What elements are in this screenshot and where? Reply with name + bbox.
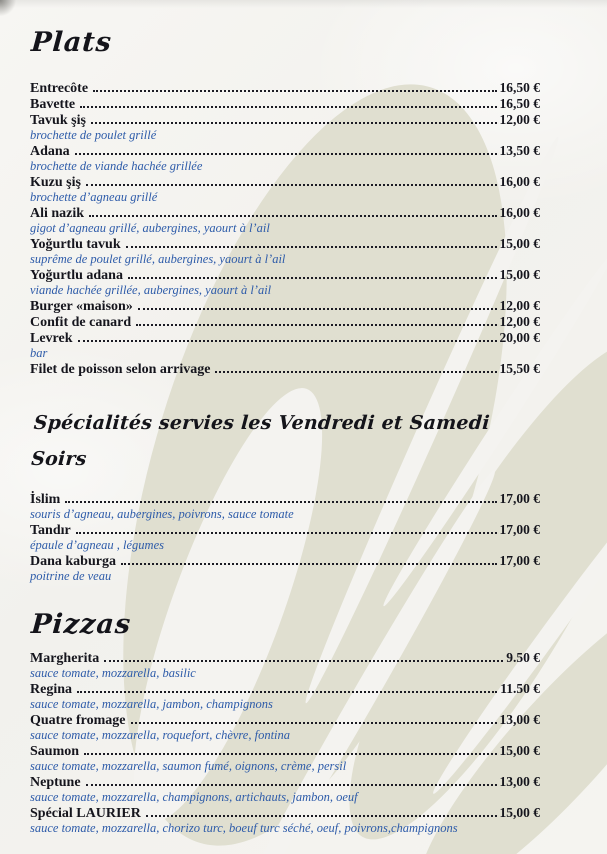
item-price: 11.50 €	[500, 681, 540, 696]
section-title-specialites: Spécialités servies les Vendredi et Samedi Soirs	[30, 412, 491, 470]
section-specialites-items	[30, 491, 540, 584]
menu-item	[30, 205, 540, 221]
item-name: Saumon	[30, 744, 80, 759]
item-description: souris d’agneau, aubergines, poivrons, sauce tomate	[30, 507, 294, 521]
item-description: bar	[30, 346, 48, 360]
dotted-leader	[126, 246, 497, 248]
item-price: 9.50 €	[506, 650, 540, 665]
dotted-leader	[84, 753, 496, 755]
item-price: 12,00 €	[499, 112, 540, 127]
item-name: Tavuk şiş	[30, 113, 86, 128]
item-price: 17,00 €	[499, 522, 540, 537]
item-price: 15,00 €	[499, 805, 540, 820]
item-description: sauce tomate, mozzarella, champignons, artichauts, jambon, oeuf	[30, 790, 358, 804]
item-name: Confit de canard	[30, 315, 132, 330]
menu-item	[30, 314, 540, 330]
section-title-pizzas: Pizzas	[30, 609, 133, 640]
item-price: 13,00 €	[499, 774, 540, 789]
menu-item	[30, 96, 540, 112]
item-description: brochette de viande hachée grillée	[30, 159, 203, 173]
section-plats-items	[30, 80, 540, 377]
item-name: Spécial LAURIER	[30, 806, 141, 821]
item-name: Burger «maison»	[30, 299, 133, 314]
menu-item	[30, 80, 540, 96]
dotted-leader	[146, 815, 497, 817]
item-price: 15,00 €	[499, 236, 540, 251]
menu-item	[30, 298, 540, 314]
item-name: Filet de poisson selon arrivage	[30, 362, 211, 377]
item-price: 13,00 €	[499, 712, 540, 727]
menu-item	[30, 522, 540, 538]
dotted-leader	[136, 324, 496, 326]
item-description: suprême de poulet grillé, aubergines, yaourt à l’ail	[30, 252, 286, 266]
item-name: Regina	[30, 682, 72, 697]
menu-item	[30, 774, 540, 790]
item-price: 12,00 €	[499, 314, 540, 329]
item-description: sauce tomate, mozzarella, jambon, champignons	[30, 697, 273, 711]
item-price: 13,50 €	[499, 143, 540, 158]
item-price: 16,50 €	[499, 80, 540, 95]
dotted-leader	[75, 153, 497, 155]
menu-item	[30, 712, 540, 728]
dotted-leader	[93, 90, 496, 92]
item-name: Levrek	[30, 331, 73, 346]
dotted-leader	[131, 722, 497, 724]
item-name: Ali nazik	[30, 206, 85, 221]
dotted-leader	[121, 563, 497, 565]
item-description: viande hachée grillée, aubergines, yaourt à l’ail	[30, 283, 272, 297]
dotted-leader	[91, 122, 497, 124]
item-description: sauce tomate, mozzarella, basilic	[30, 666, 196, 680]
item-description: sauce tomate, mozzarella, roquefort, chèvre, fontina	[30, 728, 291, 742]
menu-item	[30, 174, 540, 190]
item-price: 20,00 €	[499, 330, 540, 345]
menu-item	[30, 236, 540, 252]
dotted-leader	[138, 308, 497, 310]
item-price: 15,00 €	[499, 743, 540, 758]
dotted-leader	[86, 784, 497, 786]
dotted-leader	[89, 215, 496, 217]
menu-item	[30, 681, 540, 697]
dotted-leader	[76, 532, 497, 534]
item-description: brochette de poulet grillé	[30, 128, 157, 142]
item-name: Entrecôte	[30, 81, 89, 96]
item-description: poitrine de veau	[30, 569, 112, 583]
item-name: Neptune	[30, 775, 81, 790]
menu-item	[30, 330, 540, 346]
menu-item	[30, 805, 540, 821]
dotted-leader	[78, 340, 497, 342]
item-price: 16,00 €	[499, 205, 540, 220]
menu-item	[30, 143, 540, 159]
item-description: brochette d’agneau grillé	[30, 190, 158, 204]
menu-item	[30, 361, 540, 377]
item-name: Yoğurtlu tavuk	[30, 237, 121, 252]
item-price: 16,50 €	[499, 96, 540, 111]
item-description: épaule d’agneau , légumes	[30, 538, 164, 552]
menu-item	[30, 267, 540, 283]
menu-item	[30, 112, 540, 128]
item-price: 12,00 €	[499, 298, 540, 313]
dotted-leader	[65, 501, 496, 503]
item-description: gigot d’agneau grillé, aubergines, yaourt à l’ail	[30, 221, 270, 235]
section-pizzas-items	[30, 650, 540, 836]
item-price: 16,00 €	[499, 174, 540, 189]
dotted-leader	[104, 660, 503, 662]
menu-item	[30, 743, 540, 759]
item-name: Tandır	[30, 523, 71, 538]
item-name: Bavette	[30, 97, 76, 112]
dotted-leader	[77, 691, 497, 693]
item-price: 15,00 €	[499, 267, 540, 282]
item-price: 17,00 €	[499, 491, 540, 506]
item-name: Yoğurtlu adana	[30, 268, 123, 283]
menu-item	[30, 553, 540, 569]
item-price: 17,00 €	[499, 553, 540, 568]
dotted-leader	[86, 184, 497, 186]
item-name: Adana	[30, 144, 70, 159]
dotted-leader	[128, 277, 497, 279]
dotted-leader	[215, 371, 496, 373]
item-description: sauce tomate, mozzarella, chorizo turc, boeuf turc séché, oeuf, poivrons,champignons	[30, 821, 458, 835]
item-description: sauce tomate, mozzarella, saumon fumé, oignons, crème, persil	[30, 759, 347, 773]
section-title-plats: Plats	[30, 27, 114, 58]
menu-item	[30, 650, 540, 666]
item-price: 15,50 €	[499, 361, 540, 376]
item-name: Quatre fromage	[30, 713, 126, 728]
menu-item	[30, 491, 540, 507]
item-name: Dana kaburga	[30, 554, 116, 569]
dotted-leader	[80, 106, 496, 108]
item-name: Kuzu şiş	[30, 175, 81, 190]
item-name: Margherita	[30, 651, 100, 666]
item-name: İslim	[30, 492, 61, 507]
